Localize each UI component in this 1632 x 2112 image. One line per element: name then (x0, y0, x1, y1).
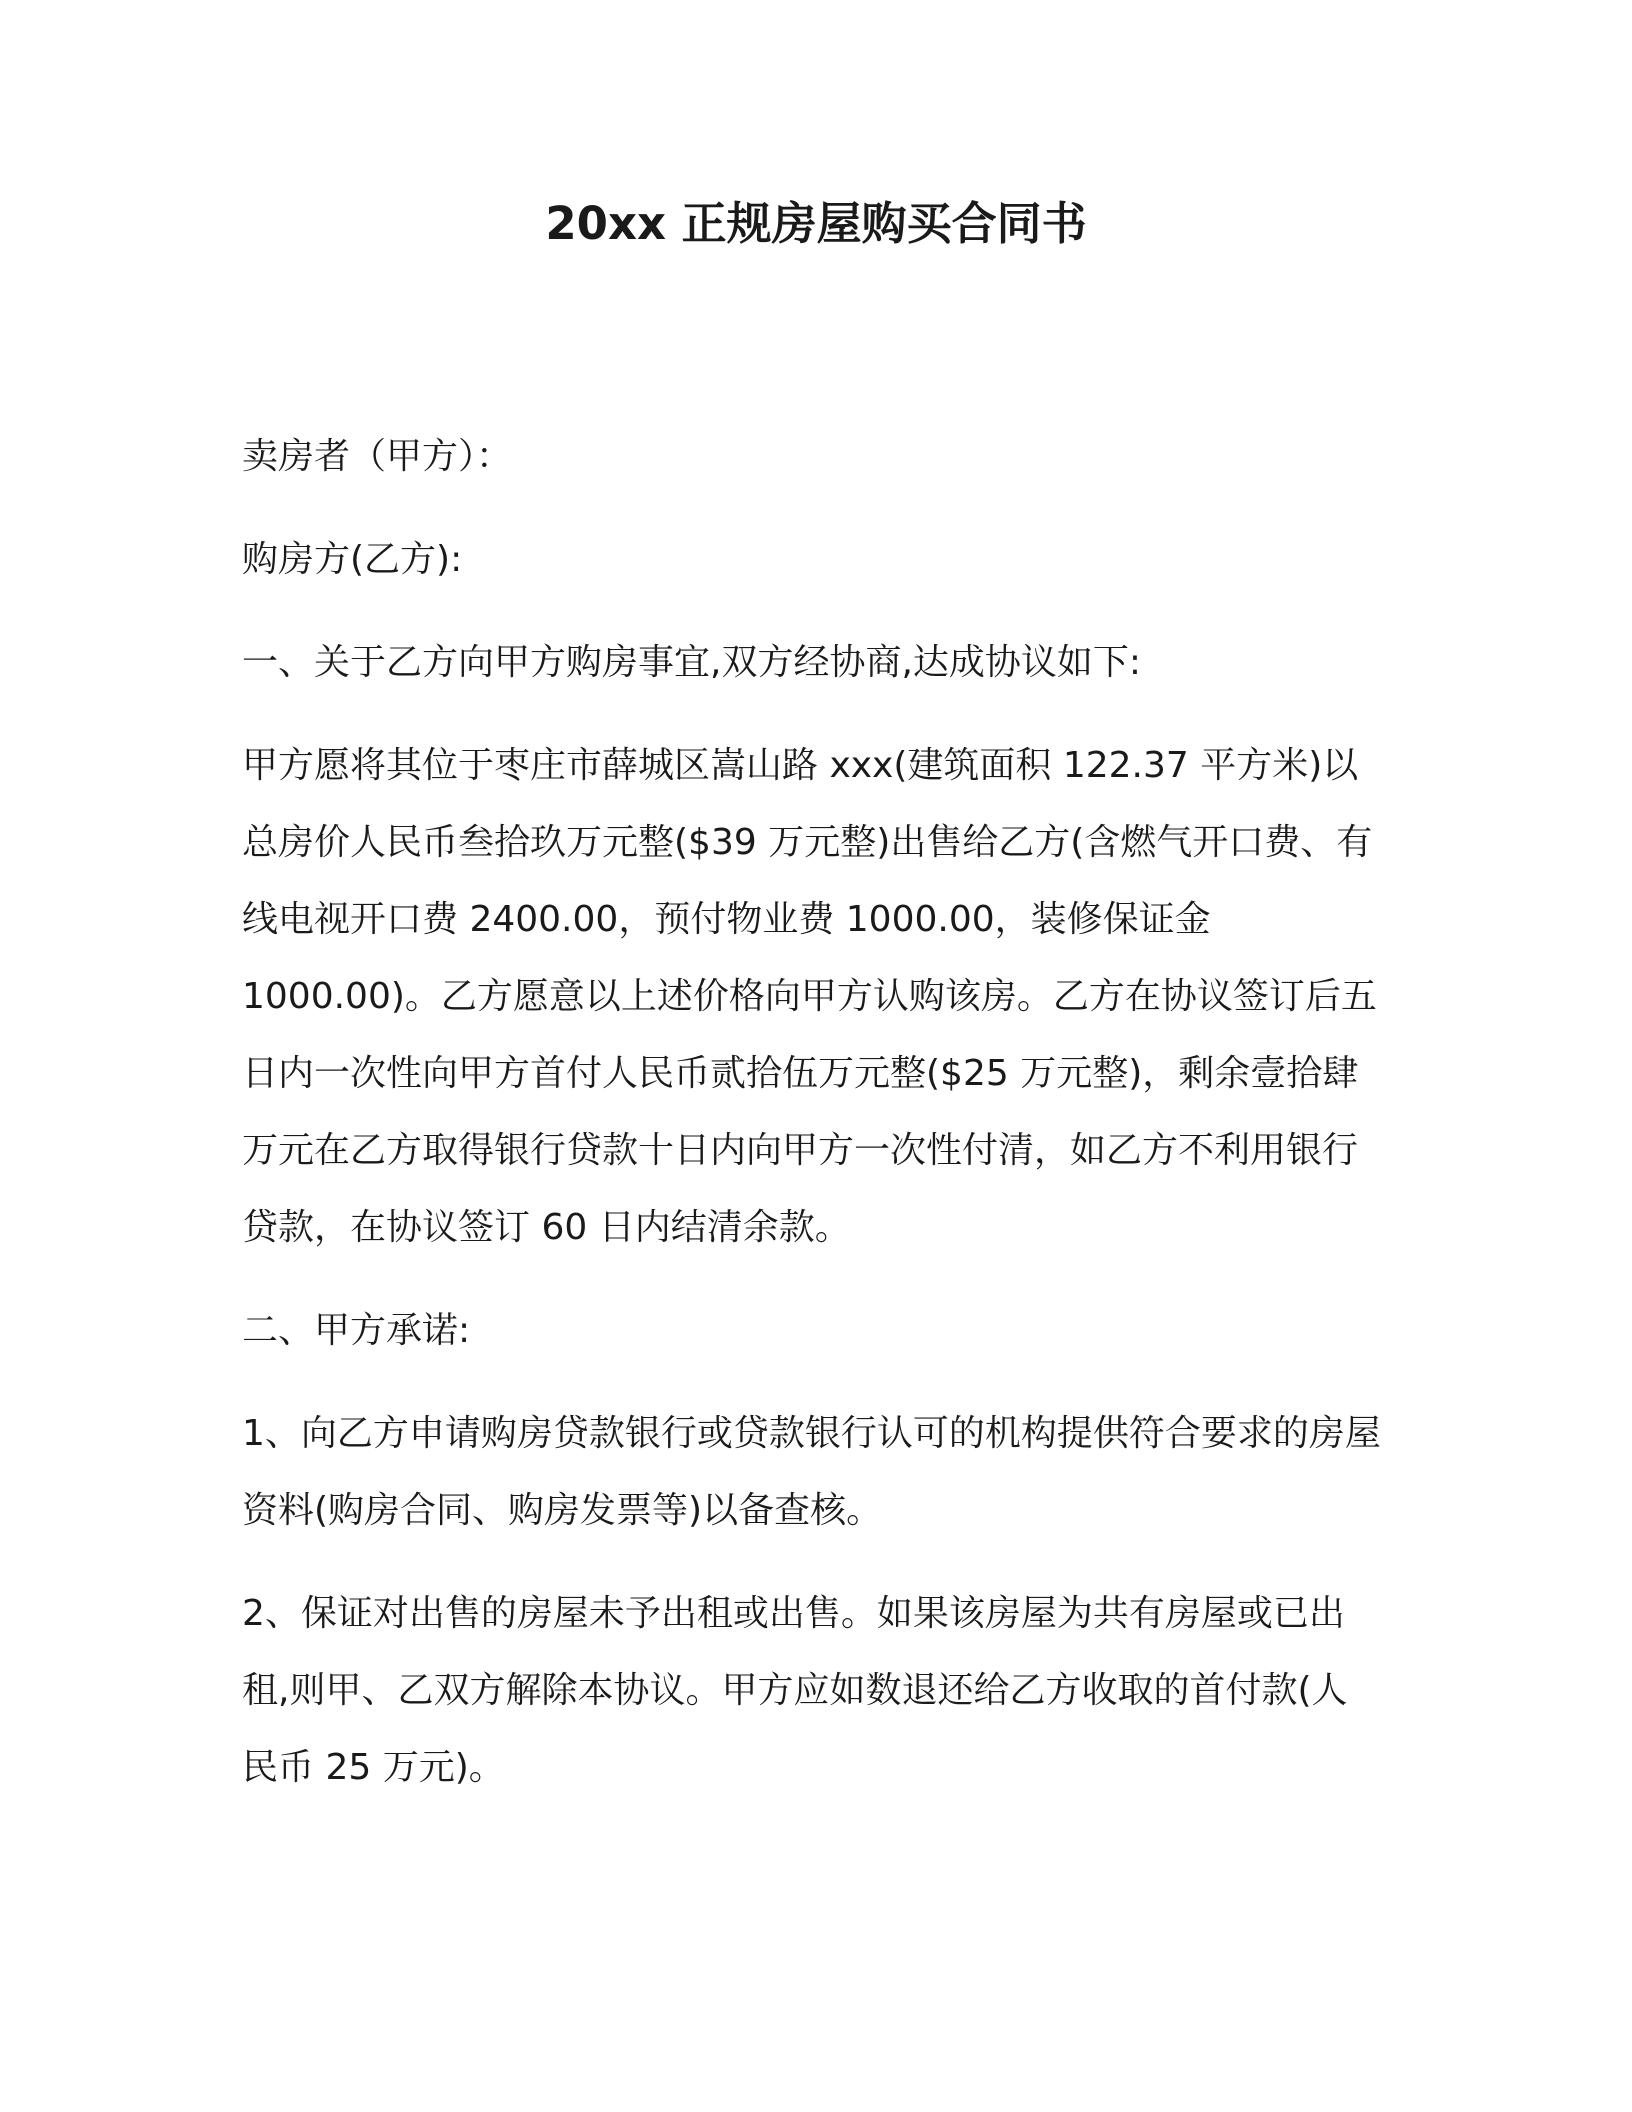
document-body (242, 418, 1382, 1832)
section-2-heading: 二、甲方承诺: (242, 1310, 471, 1351)
section-2-item-2: 2、保证对出售的房屋未予出租或出售。如果该房屋为共有房屋或已出租,则甲、乙双方解除本协议。甲方应如数退还给乙方收取的首付款(人民币 25 万元)。 (242, 1593, 1348, 1788)
buyer-label: 购房方(乙方): (242, 539, 463, 580)
section-2-item-1: 1、向乙方申请购房贷款银行或贷款银行认可的机构提供符合要求的房屋资料(购房合同、购房发票等)以备查核。 (242, 1413, 1381, 1531)
document-title: 20xx 正规房屋购买合同书 (545, 197, 1087, 250)
seller-label: 卖房者（甲方）： (242, 436, 513, 477)
section-1-heading: 一、关于乙方向甲方购房事宜,双方经协商,达成协议如下: (242, 642, 1142, 683)
section-1-body: 甲方愿将其位于枣庄市薛城区嵩山路 xxx(建筑面积 122.37 平方米)以总房价人民币叁拾玖万元整($39 万元整)出售给乙方(含燃气开口费、有线电视开口费 2400.00，预付物业费 1000.00，装修保证金 1000.00)。乙方愿意以上述价格向甲方认购该房。乙方在协议签订后五日内一次性向甲方首付人民币贰拾伍万元整($25 万元整)，剩余壹拾肆万元在乙方取得银行贷款十日内向甲方一次性付清，如乙方不利用银行贷款，在协议签订 60 日内结清余款。 (242, 745, 1377, 1248)
